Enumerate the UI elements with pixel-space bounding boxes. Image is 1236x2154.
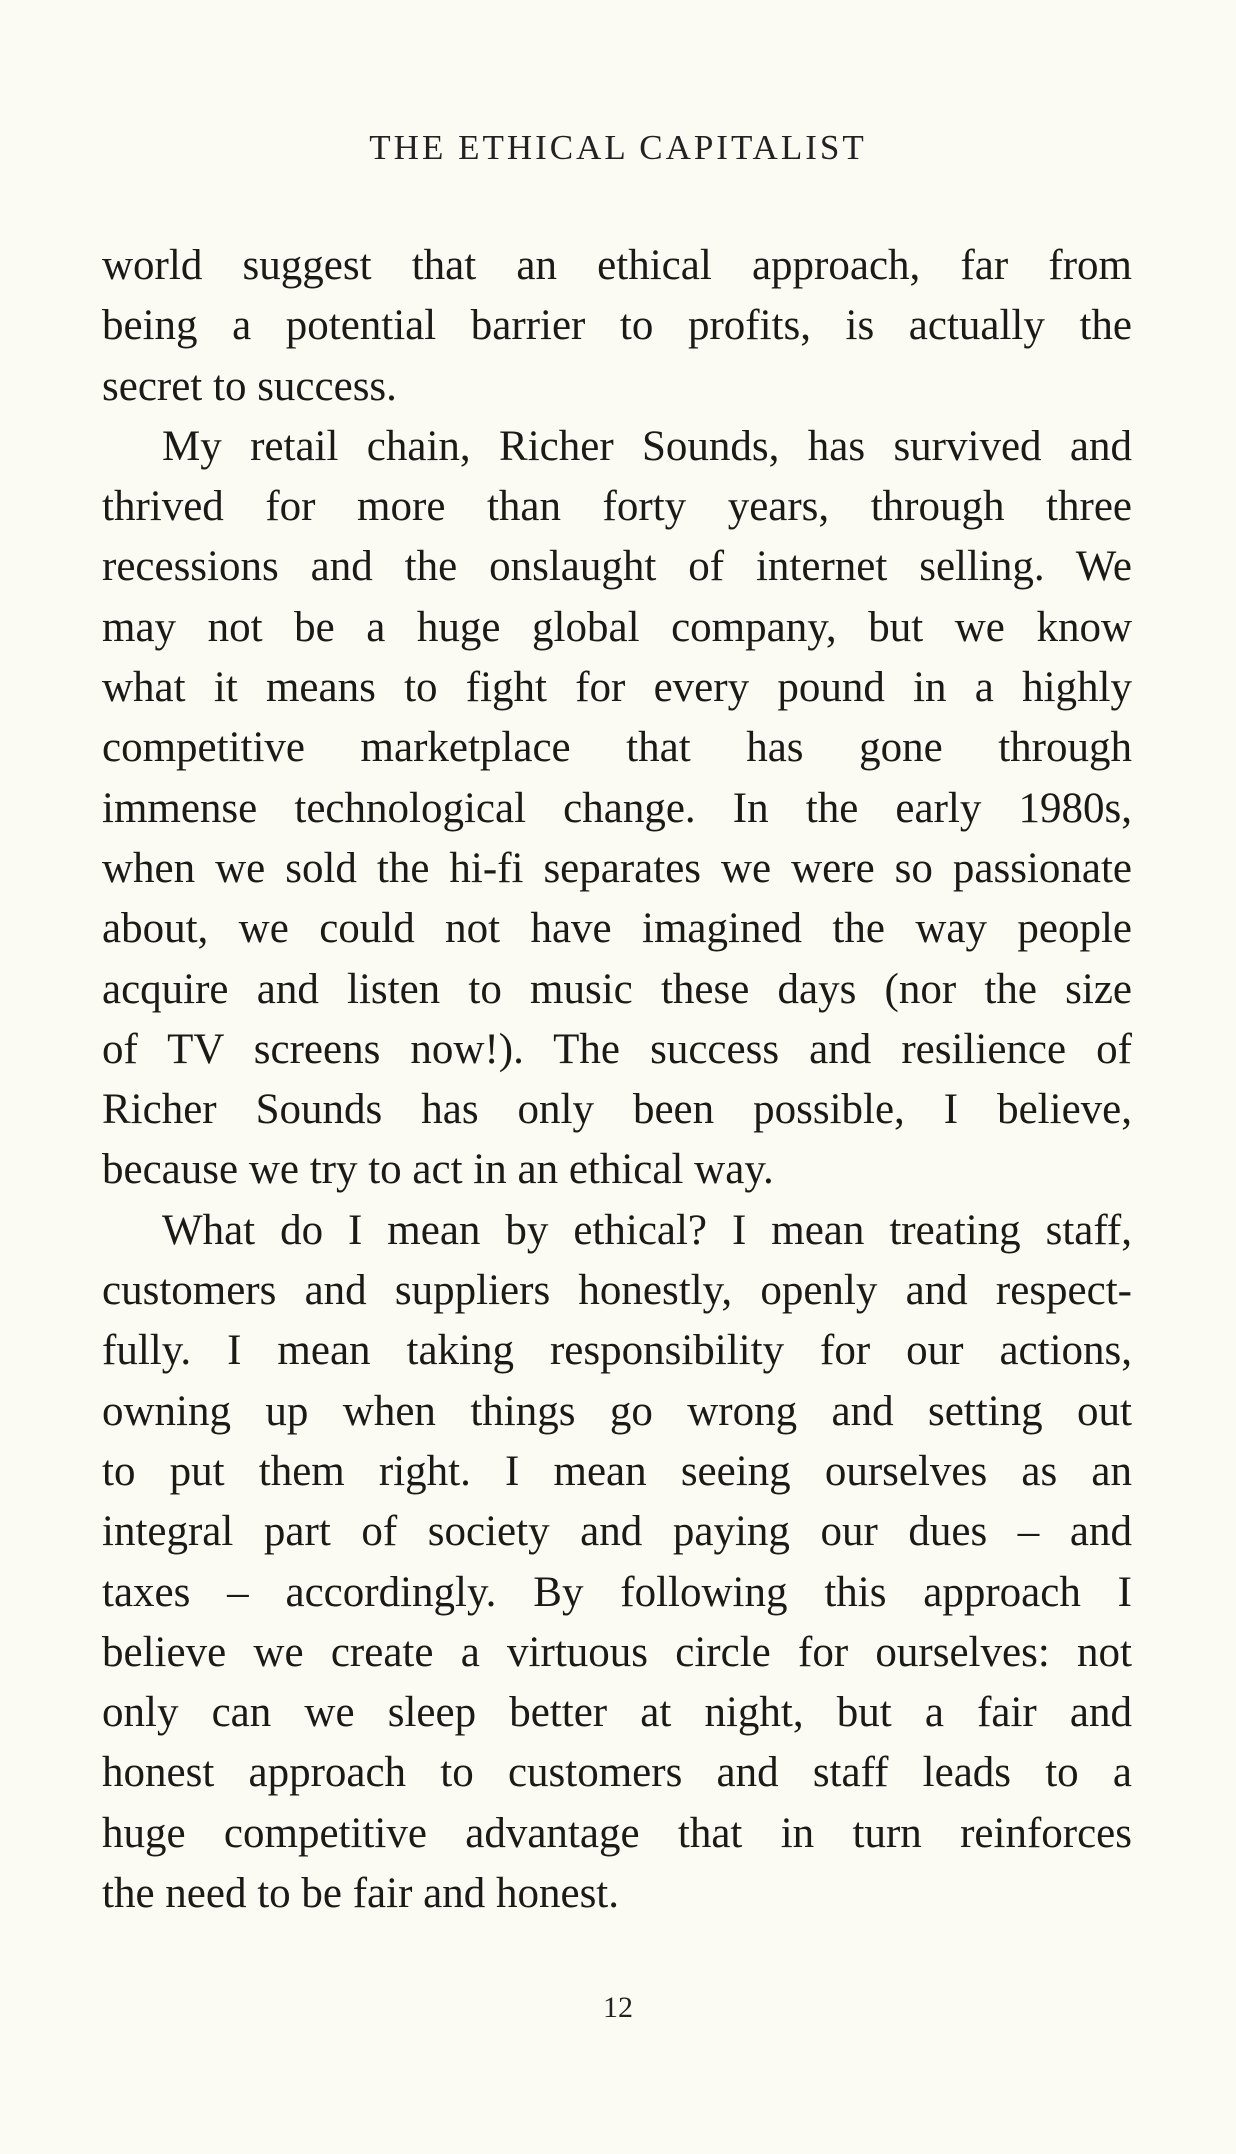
text-line: about, we could not have imagined the way people: [102, 905, 1132, 953]
text-line: acquire and listen to music these days (nor the size: [102, 965, 1132, 1013]
text-line: owning up when things go wrong and setting out: [102, 1387, 1132, 1435]
text-line: integral part of society and paying our dues – and: [102, 1508, 1132, 1556]
text-line: the need to be fair and honest.: [102, 1870, 620, 1918]
text-line: world suggest that an ethical approach, far from: [102, 242, 1132, 289]
text-line: to put them right. I mean seeing ourselves as an: [102, 1447, 1132, 1495]
body-text: [102, 236, 1132, 1924]
text-line: Richer Sounds has only been possible, I believe,: [102, 1086, 1132, 1134]
text-line: What do I mean by ethical? I mean treating staff,: [162, 1206, 1132, 1254]
text-line: immense technological change. In the early 1980s,: [102, 784, 1132, 832]
text-line: being a potential barrier to profits, is actually the: [102, 302, 1132, 350]
text-line: when we sold the hi-fi separates we were so passionate: [102, 844, 1132, 892]
text-line: recessions and the onslaught of internet selling. We: [102, 543, 1132, 591]
text-line: honest approach to customers and staff leads to a: [102, 1749, 1132, 1797]
running-head: THE ETHICAL CAPITALIST: [369, 128, 867, 167]
text-line: My retail chain, Richer Sounds, has survived and: [162, 422, 1132, 470]
text-line: only can we sleep better at night, but a fair and: [102, 1689, 1132, 1737]
text-line: customers and suppliers honestly, openly and respect-: [102, 1267, 1132, 1315]
text-line: huge competitive advantage that in turn reinforces: [102, 1809, 1132, 1857]
text-line: of TV screens now!). The success and resilience of: [102, 1025, 1132, 1073]
text-line: thrived for more than forty years, through three: [102, 483, 1132, 531]
text-line: what it means to fight for every pound in a highly: [102, 664, 1132, 712]
text-line: fully. I mean taking responsibility for our actions,: [102, 1327, 1132, 1375]
text-line: because we try to act in an ethical way.: [102, 1146, 774, 1194]
text-line: secret to success.: [102, 362, 397, 410]
text-line: believe we create a virtuous circle for ourselves: not: [102, 1628, 1132, 1676]
text-line: may not be a huge global company, but we know: [102, 603, 1132, 651]
text-line: competitive marketplace that has gone through: [102, 724, 1132, 772]
page-number: 12: [603, 1991, 633, 2024]
text-line: taxes – accordingly. By following this approach I: [102, 1568, 1132, 1616]
